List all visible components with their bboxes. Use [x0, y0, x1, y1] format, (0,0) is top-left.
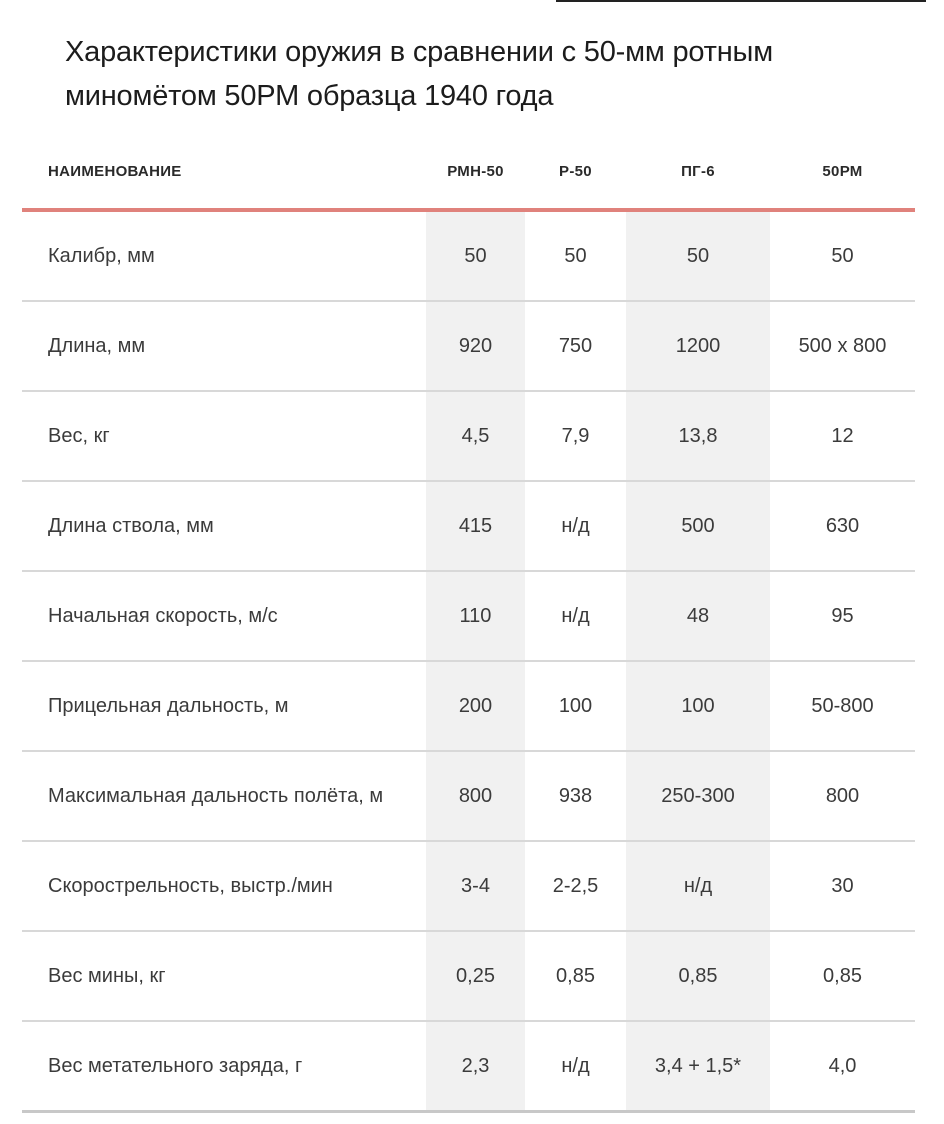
cell-value: 50 — [426, 212, 525, 300]
cell-value: н/д — [626, 842, 770, 930]
cell-value: 13,8 — [626, 392, 770, 480]
column-header-4: 50РМ — [822, 163, 863, 180]
column-header-3: ПГ-6 — [681, 163, 715, 180]
row-label: Вес метательного заряда, г — [48, 1054, 303, 1077]
cell-value: 50 — [831, 244, 854, 267]
row-label: Вес, кг — [48, 424, 110, 447]
table-row — [22, 1022, 915, 1113]
row-label: Скорострельность, выстр./мин — [48, 874, 333, 897]
cell-value: 95 — [831, 604, 854, 627]
table-row — [22, 212, 915, 302]
row-label: Начальная скорость, м/с — [48, 604, 278, 627]
table-row — [22, 572, 915, 662]
top-edge-artifact-line — [556, 0, 926, 2]
cell-value: 1200 — [626, 302, 770, 390]
cell-value: 48 — [626, 572, 770, 660]
page-title: Характеристики оружия в сравнении с 50-мм ротным миномётом 50РМ образца 1940 года — [65, 36, 773, 113]
table-row — [22, 842, 915, 932]
cell-value: 415 — [426, 482, 525, 570]
cell-value: 50 — [626, 212, 770, 300]
cell-value: 2,3 — [426, 1022, 525, 1110]
row-label: Калибр, мм — [48, 244, 155, 267]
cell-value: 920 — [426, 302, 525, 390]
column-header-2: Р-50 — [559, 163, 592, 180]
cell-value: н/д — [561, 514, 590, 537]
cell-value: н/д — [561, 604, 590, 627]
cell-value: 0,85 — [823, 964, 862, 987]
table-row — [22, 482, 915, 572]
cell-value: 3-4 — [426, 842, 525, 930]
cell-value: 7,9 — [561, 424, 590, 447]
cell-value: 50 — [564, 244, 587, 267]
cell-value: 3,4 + 1,5* — [626, 1022, 770, 1110]
cell-value: 30 — [831, 874, 854, 897]
cell-value: 800 — [825, 784, 860, 807]
cell-value: 0,85 — [626, 932, 770, 1020]
cell-value: 2-2,5 — [552, 874, 599, 897]
table-row — [22, 662, 915, 752]
cell-value: 100 — [626, 662, 770, 750]
row-label: Максимальная дальность полёта, м — [48, 784, 384, 807]
table-header-name-label: НАИМЕНОВАНИЕ — [48, 163, 182, 180]
table-header-row — [22, 161, 915, 212]
table-row — [22, 752, 915, 842]
cell-value: 500 x 800 — [798, 334, 887, 357]
cell-value: 50-800 — [811, 694, 874, 717]
cell-value: 250-300 — [626, 752, 770, 840]
cell-value: 750 — [558, 334, 593, 357]
cell-value: 500 — [626, 482, 770, 570]
cell-value: 630 — [825, 514, 860, 537]
weapon-comparison-table — [22, 161, 915, 1113]
cell-value: н/д — [561, 1054, 590, 1077]
row-label: Прицельная дальность, м — [48, 694, 289, 717]
row-label: Длина, мм — [48, 334, 146, 357]
cell-value: 4,5 — [426, 392, 525, 480]
cell-value: 938 — [558, 784, 593, 807]
cell-value: 12 — [831, 424, 854, 447]
cell-value: 110 — [426, 572, 525, 660]
cell-value: 0,25 — [426, 932, 525, 1020]
cell-value: 200 — [426, 662, 525, 750]
column-header-1: РМН-50 — [447, 163, 504, 180]
cell-value: 0,85 — [556, 964, 595, 987]
cell-value: 800 — [426, 752, 525, 840]
table-row — [22, 302, 915, 392]
row-label: Длина ствола, мм — [48, 514, 214, 537]
cell-value: 100 — [558, 694, 593, 717]
table-body — [22, 212, 915, 1113]
cell-value: 4,0 — [828, 1054, 857, 1077]
table-row — [22, 392, 915, 482]
row-label: Вес мины, кг — [48, 964, 166, 987]
table-row — [22, 932, 915, 1022]
